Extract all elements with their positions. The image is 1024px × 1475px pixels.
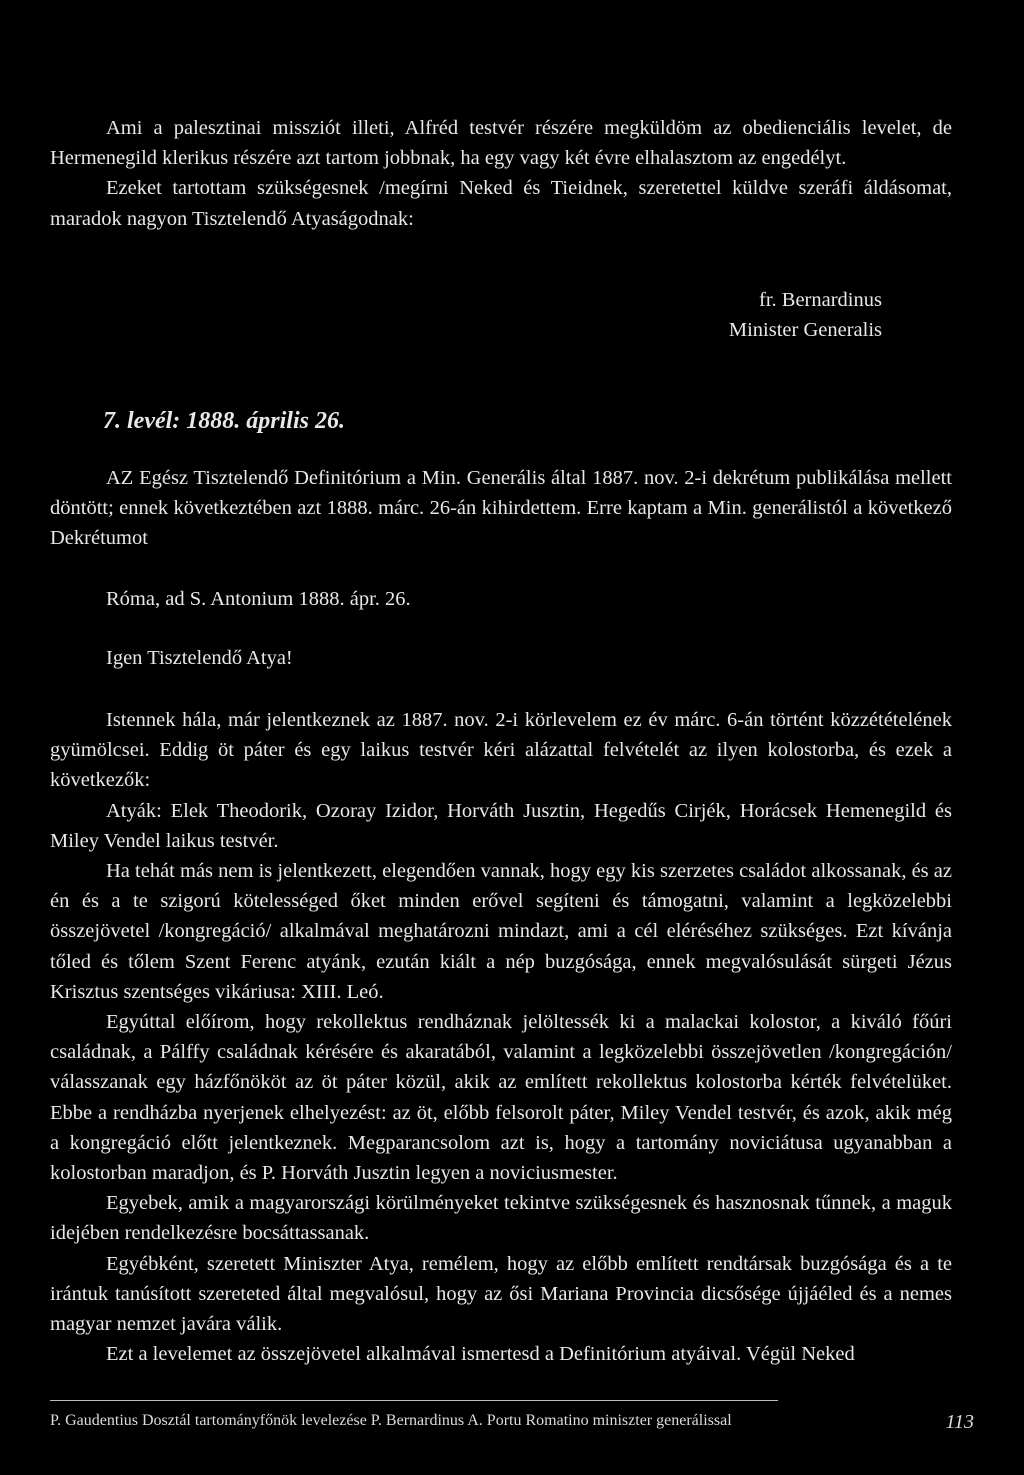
footer-divider bbox=[50, 1400, 778, 1401]
paragraph: Egyébként, szeretett Miniszter Atya, remélem, hogy az előbb említett rendtársak buzgósága és a te irántuk tanúsított szereteted által megvalósul, hogy az ősi Mariana Provincia dicsősége újjáéled és a nemes magyar nemzet javára válik. bbox=[50, 1252, 952, 1336]
paragraph: Ami a palesztinai missziót illeti, Alfréd testvér részére megküldöm az obedienciális levelet, de Hermenegild klerikus részére azt tartom jobbnak, ha egy vagy két évre elhalasztom az engedélyt. bbox=[50, 117, 952, 170]
running-footer: P. Gaudentius Dosztál tartományfőnök levelezése P. Bernardinus A. Portu Romatino miniszter generálissal bbox=[50, 1412, 732, 1429]
paragraph: Ezt a levelemet az összejövetel alkalmával ismertesd a Definitórium atyáival. Végül Neked bbox=[106, 1343, 855, 1366]
paragraph: Egyebek, amik a magyarországi körülményeket tekintve szükségesnek és hasznosnak tűnnek, a maguk idejében rendelkezésre bocsáttassanak. bbox=[50, 1192, 952, 1245]
letter-heading: 7. levél: 1888. április 26. bbox=[103, 408, 345, 434]
signature bbox=[729, 285, 882, 345]
signature-name: fr. Bernardinus bbox=[759, 289, 882, 311]
paragraph: Ezeket tartottam szükségesnek /megírni Neked és Tieidnek, szeretettel küldve szeráfi áldásomat, maradok nagyon Tisztelendő Atyaságodnak: bbox=[50, 177, 952, 230]
main-text-block bbox=[50, 705, 952, 1369]
page-number: 113 bbox=[945, 1411, 974, 1433]
intro-block bbox=[50, 463, 952, 554]
paragraph: Ha tehát más nem is jelentkezett, elegendően vannak, hogy egy kis szerzetes családot alkossanak, és az én és a te szigorú kötelességed őket minden erővel segíteni és támogatni, valamint a legközelebbi összejövetel /kongregáció/ alkalmával meghatározni mindazt, ami a cél eléréséhez szükséges. Ezt kívánja tőled és tőlem Szent Ferenc atyánk, ezután kiált a nép buzgósága, ennek megvalósulását sürgeti Jézus Krisztus szentséges vikáriusa: XIII. Leó. bbox=[50, 860, 952, 1003]
paragraph: Atyák: Elek Theodorik, Ozoray Izidor, Horváth Jusztin, Hegedűs Cirjék, Horácsek Hemenegild és Miley Vendel laikus testvér. bbox=[50, 799, 952, 852]
top-text-block bbox=[50, 113, 952, 234]
salutation: Igen Tisztelendő Atya! bbox=[106, 647, 293, 669]
signature-title: Minister Generalis bbox=[728, 319, 882, 341]
paragraph: Istennek hála, már jelentkeznek az 1887. nov. 2-i körlevelem ez év márc. 6-án történt közzétételének gyümölcsei. Eddig öt páter és egy laikus testvér kéri alázattal felvételét az ilyen kolostorba, és ezek a következők: bbox=[50, 709, 952, 792]
paragraph: Egyúttal előírom, hogy rekollektus rendháznak jelöltessék ki a malackai kolostor, a kiváló főúri családnak, a Pálffy családnak kérésére és akaratából, valamint a legközelebbi összejövetlen /kongregáción/ válasszanak egy házfőnököt az öt páter közül, akik az említett rekollektus kolostorba kérték felvételüket. Ebbe a rendházba nyerjenek elhelyezést: az öt, előbb felsorolt páter, Miley Vendel testvér, és azok, akik még a kongregáció előtt jelentkeznek. Megparancsolom azt is, hogy a tartomány noviciátusa ugyanabban a kolostorban maradjon, és P. Horváth Jusztin legyen a noviciusmester. bbox=[50, 1011, 952, 1185]
place-date: Róma, ad S. Antonium 1888. ápr. 26. bbox=[106, 588, 411, 610]
paragraph: AZ Egész Tisztelendő Definitórium a Min. Generális által 1887. nov. 2-i dekrétum publikálása mellett döntött; ennek következtében azt 1888. márc. 26-án kihirdettem. Erre kaptam a Min. generálistól a következő Dekrétumot bbox=[50, 467, 952, 550]
